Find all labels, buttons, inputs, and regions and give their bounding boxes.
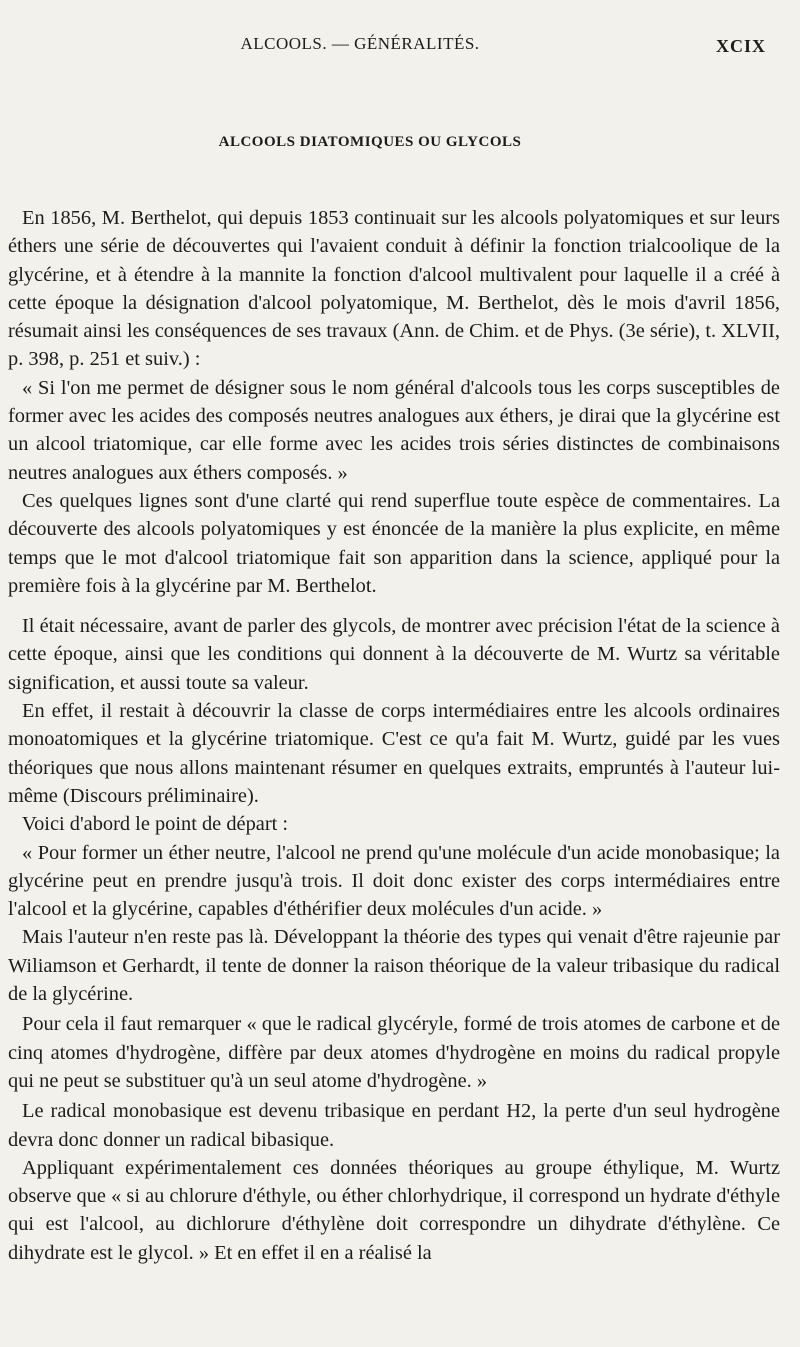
paragraph-commentaires: Ces quelques lignes sont d'une clarté qui rend superflue toute espèce de commentaires. La découverte des alcools polyatomiques y est énoncée de la manière la plus explicite, en même temps que le mot d'alcool triatomique fait son apparition dans la science, appliqué pour la première fois à la glycérine par M. Berthelot. xyxy=(8,489,780,597)
paragraph-groupe-ethylique: Appliquant expérimentalement ces données théoriques au groupe éthylique, M. Wurtz observe que « si au chlorure d'éthyle, ou éther chlorhydrique, il correspond un hydrate d'éthyle qui est l'alcool, au dichlorure d'éthylène doit correspondre un dihydrate d'éthylène. Ce dihydrate est le glycol. » Et en effet il en a réalisé la xyxy=(8,1156,780,1264)
section-heading: ALCOOLS DIATOMIQUES OU GLYCOLS xyxy=(218,134,522,150)
page-header xyxy=(0,34,800,60)
paragraph-theorie-types: Mais l'auteur n'en reste pas là. Développant la théorie des types qui venait d'être rajeunie par Wiliamson et Gerhardt, il tente de donner la raison théorique de la valeur tribasique du radical de la glycérine. xyxy=(8,926,780,1006)
paragraph-quote-ether: « Pour former un éther neutre, l'alcool ne prend qu'une molécule d'un acide monobasique; la glycérine peut en prendre jusqu'à trois. Il doit donc exister des corps intermédiaires entre l'alcool et la glycérine, capables d'éthérifier deux molécules d'un acide. » xyxy=(8,841,780,921)
paragraph-etat-science: Il était nécessaire, avant de parler des glycols, de montrer avec précision l'état de la science à cette époque, ainsi que les conditions qui donnent à la découverte de M. Wurtz sa véritable signification, et aussi toute sa valeur. xyxy=(8,615,780,694)
running-title: ALCOOLS. — GÉNÉRALITÉS. xyxy=(240,34,480,53)
page-number: XCIX xyxy=(715,36,766,56)
paragraph-berthelot-1856: En 1856, M. Berthelot, qui depuis 1853 continuait sur les alcools polyatomiques et sur leurs éthers une série de découvertes qui l'avaient conduit à définir la fonction trialcoolique de la glycérine, et à étendre à la mannite la fonction d'alcool multivalent pour laquelle il a créé à cette époque la désignation d'alcool polyatomique, M. Berthelot, dès le mois d'avril 1856, résumait ainsi les conséquences de ses travaux (Ann. de Chim. et de Phys. (3e série), t. XLVII, p. 398, p. 251 et suiv.) : xyxy=(8,207,780,371)
paragraph-quote-alcools: « Si l'on me permet de désigner sous le nom général d'alcools tous les corps susceptibles de former avec les acides des composés neutres analogues aux éthers, je dirai que la glycérine est un alcool triatomique, car elle forme avec les acides trois séries distinctes de combinaisons neutres analogues aux éthers composés. » xyxy=(8,376,780,484)
paragraph-point-depart: Voici d'abord le point de départ : xyxy=(22,813,289,836)
body-text xyxy=(8,204,780,1267)
paragraph-glyceryle: Pour cela il faut remarquer « que le radical glycéryle, formé de trois atomes de carbone et de cinq atomes d'hydrogène, diffère par deux atomes d'hydrogène en moins du radical propyle qui ne peut se substituer qu'à un seul atome d'hydrogène. » xyxy=(8,1013,780,1092)
paragraph-en-effet: En effet, il restait à découvrir la classe de corps intermédiaires entre les alcools ordinaires monoatomiques et la glycérine triatomique. C'est ce qu'a fait M. Wurtz, guidé par les vues théoriques que nous allons maintenant résumer en quelques extraits, empruntés à l'auteur lui-même (Discours préliminaire). xyxy=(8,700,780,807)
paragraph-monobasique: Le radical monobasique est devenu tribasique en perdant H2, la perte d'un seul hydrogène devra donc donner un radical bibasique. xyxy=(8,1100,780,1151)
